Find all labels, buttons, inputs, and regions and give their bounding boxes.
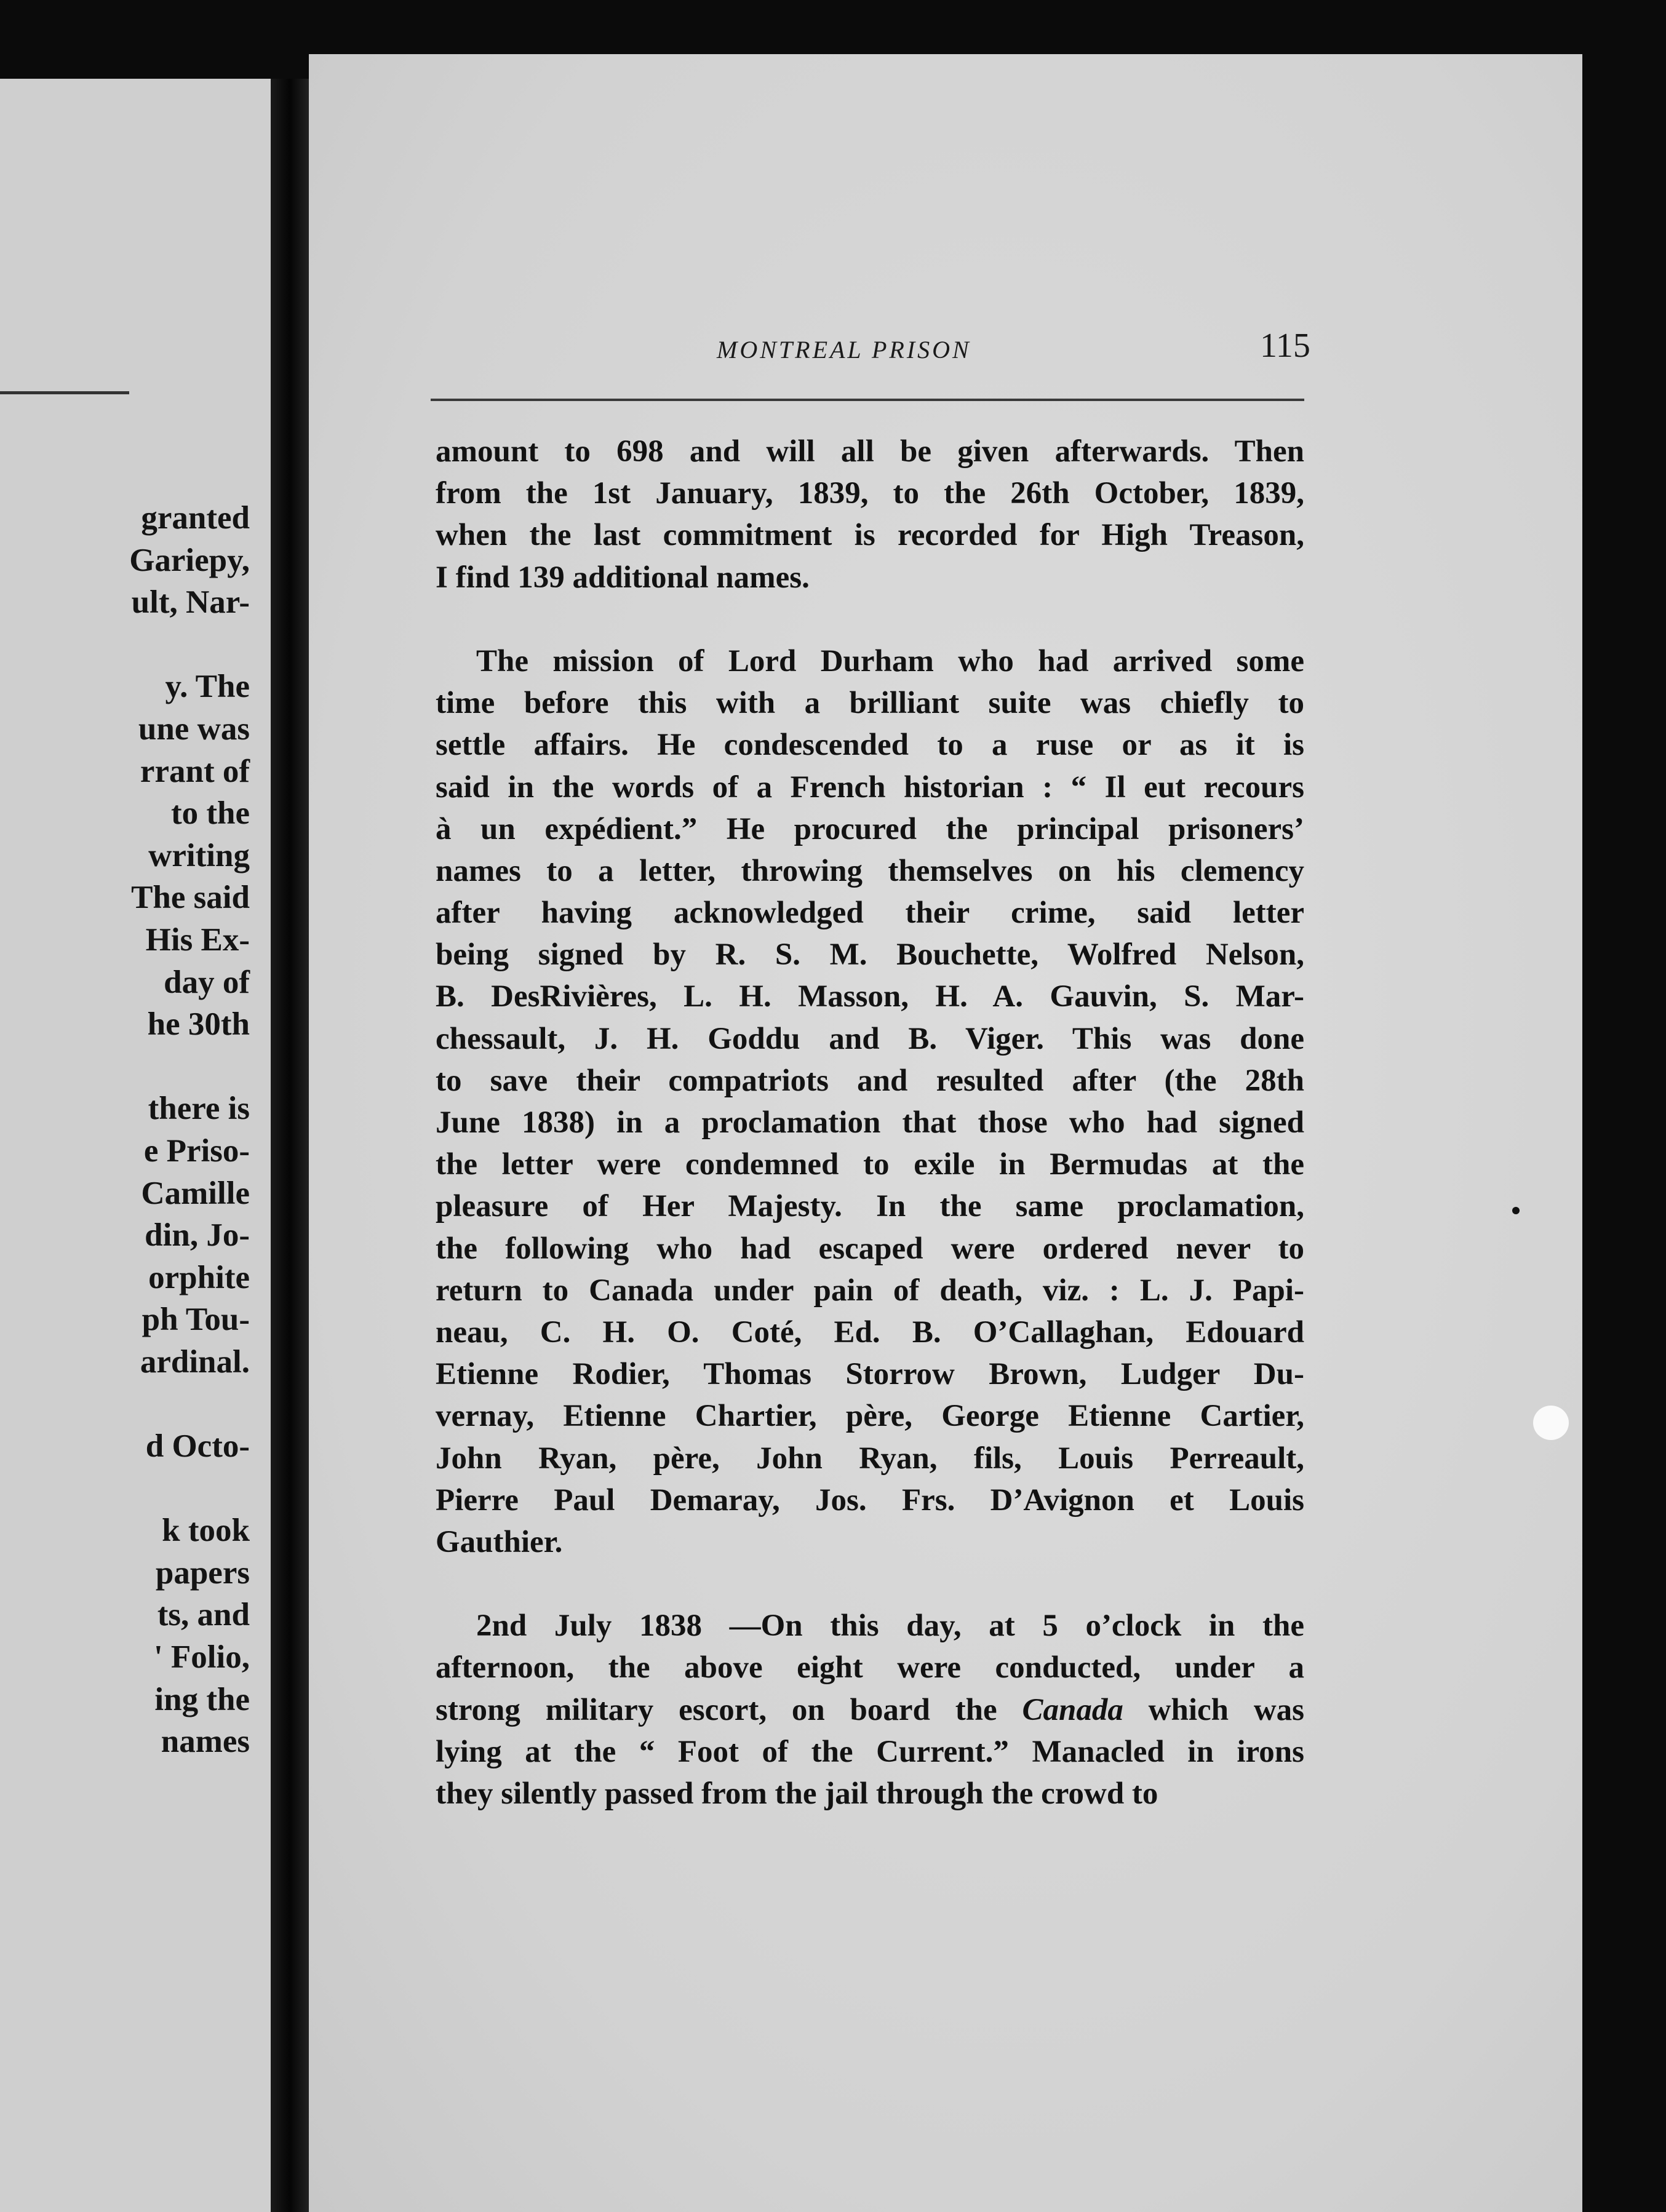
previous-page-line: Camille (141, 1175, 250, 1211)
previous-page-line: din, Jo- (145, 1217, 250, 1254)
body-line: the letter were condemned to exile in Bermudas at the (436, 1147, 1304, 1182)
body-line: neau, C. H. O. Coté, Ed. B. O’Callaghan, Edouard (436, 1315, 1304, 1350)
previous-page-text (0, 497, 250, 1763)
previous-page-line: there is (148, 1091, 250, 1127)
body-line: John Ryan, père, John Ryan, fils, Louis Perreault, (436, 1441, 1304, 1476)
previous-page-line: His Ex- (145, 921, 250, 958)
body-line: afternoon, the above eight were conducted, under a (436, 1650, 1304, 1685)
previous-page-line: names (161, 1724, 250, 1760)
paragraph-gap (0, 1468, 250, 1510)
body-line: they silently passed from the jail through the crowd to (436, 1776, 1158, 1811)
previous-page-line: to the (170, 795, 250, 832)
previous-page-line: ult, Nar- (131, 584, 250, 621)
previous-page-line: orphite (148, 1259, 250, 1295)
body-line: time before this with a brilliant suite was chiefly to (436, 686, 1304, 721)
paragraph-gap (436, 599, 1304, 640)
running-head: MONTREAL PRISON (717, 336, 971, 364)
body-line: chessault, J. H. Goddu and B. Viger. This was done (436, 1021, 1304, 1056)
previous-page-line: he 30th (147, 1006, 250, 1043)
previous-page-line: The said (131, 880, 250, 916)
previous-page-line: writing (148, 837, 250, 873)
paragraph-gap (0, 1046, 250, 1088)
body-line: being signed by R. S. M. Bouchette, Wolfred Nelson, (436, 937, 1304, 973)
previous-page-line: k took (162, 1513, 250, 1549)
body-line: 2nd July 1838 —On this day, at 5 o’clock in the (476, 1609, 1304, 1644)
previous-page-line: day of (164, 964, 250, 1000)
body-line: Etienne Rodier, Thomas Storrow Brown, Ludger Du- (436, 1357, 1304, 1392)
previous-page-line: ph Tou- (141, 1302, 250, 1338)
previous-page-line: Gariepy, (129, 542, 250, 578)
previous-page-line: ing the (154, 1681, 250, 1717)
body-line: the following who had escaped were ordered never to (436, 1231, 1304, 1266)
previous-page-fragment (0, 79, 271, 2212)
body-line: June 1838) in a proclamation that those who had signed (436, 1105, 1304, 1140)
body-line: return to Canada under pain of death, viz. : L. J. Papi- (436, 1273, 1304, 1308)
paragraph-gap (0, 1383, 250, 1425)
previous-page-line: une was (138, 710, 250, 747)
scan-edge (1582, 54, 1666, 2212)
paragraph-gap (436, 1563, 1304, 1605)
body-line (436, 1689, 1304, 1731)
body-line: from the 1st January, 1839, to the 26th October, 1839, (436, 476, 1304, 511)
body-line: B. DesRivières, L. H. Masson, H. A. Gauvin, S. Mar- (436, 979, 1304, 1014)
body-line: I find 139 additional names. (436, 560, 810, 595)
body-line-part: strong military escort, on board the (436, 1692, 997, 1727)
body-line: pleasure of Her Majesty. In the same proclamation, (436, 1189, 1304, 1224)
body-line: when the last commitment is recorded for High Treason, (436, 518, 1304, 553)
previous-page-line: ' Folio, (153, 1639, 250, 1676)
body-line: Pierre Paul Demaray, Jos. Frs. D’Avignon et Louis (436, 1482, 1304, 1518)
previous-page-header-rule (0, 391, 129, 394)
previous-page-line: granted (141, 500, 250, 536)
previous-page-line: y. The (165, 669, 250, 705)
previous-page-line: ardinal. (140, 1343, 250, 1380)
book-gutter (271, 79, 309, 2212)
previous-page-line: rrant of (140, 753, 250, 789)
body-line: amount to 698 and will all be given afterwards. Then (436, 434, 1304, 469)
body-line-part: which was (1148, 1692, 1304, 1727)
body-line: Gauthier. (436, 1524, 563, 1559)
body-line: vernay, Etienne Chartier, père, George Etienne Cartier, (436, 1399, 1304, 1434)
scan-blot (1533, 1406, 1569, 1440)
body-line: settle affairs. He condescended to a ruse or as it is (436, 728, 1304, 763)
page-body-text (436, 431, 1304, 1815)
body-line: names to a letter, throwing themselves on his clemency (436, 853, 1304, 888)
page-number: 115 (1260, 327, 1310, 365)
previous-page-line: papers (155, 1554, 250, 1591)
previous-page-line: e Priso- (143, 1132, 250, 1169)
paragraph-gap (0, 624, 250, 666)
header-rule (431, 399, 1304, 401)
body-line: à un expédient.” He procured the principal prisoners’ (436, 811, 1304, 846)
body-line: after having acknowledged their crime, said letter (436, 896, 1304, 931)
ship-name: Canada (1022, 1692, 1123, 1727)
body-line: lying at the “ Foot of the Current.” Manacled in irons (436, 1734, 1304, 1769)
previous-page-line: ts, and (157, 1597, 250, 1633)
body-line: to save their compatriots and resulted after (the 28th (436, 1063, 1304, 1098)
body-line: said in the words of a French historian : “ Il eut recours (436, 770, 1304, 805)
scan-speck (1512, 1207, 1520, 1214)
body-line: The mission of Lord Durham who had arrived some (476, 643, 1304, 678)
previous-page-line: d Octo- (145, 1428, 250, 1465)
